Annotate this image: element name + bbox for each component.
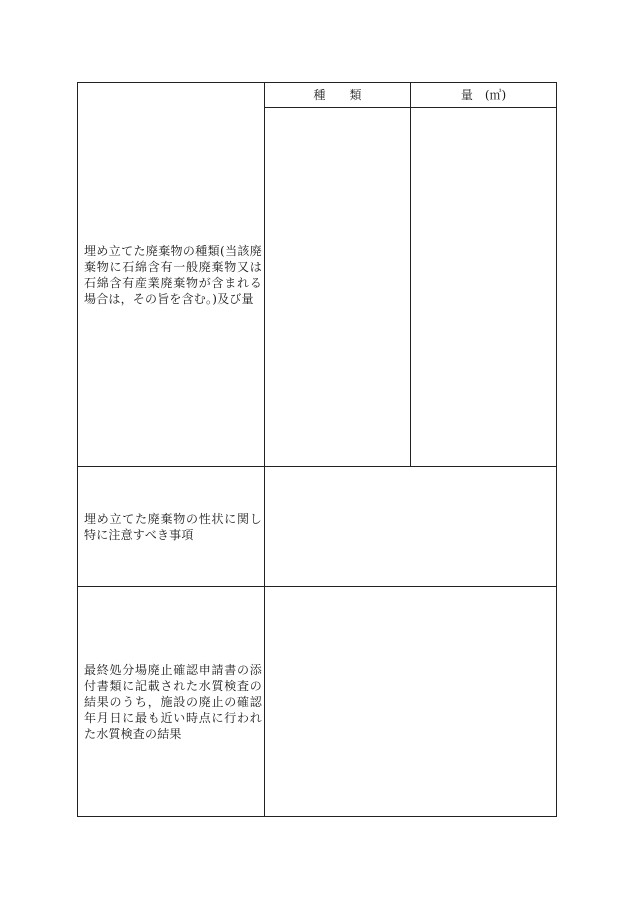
row-label-water-quality-results: 最終処分場廃止確認申請書の添付書類に記載された水質検査の結果のうち，施設の廃止の確認年月日に最も近い時点に行われた水質検査の結果	[84, 663, 262, 741]
water-quality-entry-cell[interactable]	[265, 587, 556, 816]
row-label-waste-properties-notes: 埋め立てた廃棄物の性状に関し特に注意すべき事項	[84, 512, 262, 542]
waste-disposal-form-table	[77, 82, 557, 817]
waste-properties-entry-cell[interactable]	[265, 467, 556, 586]
waste-amount-entry-cell[interactable]	[411, 108, 556, 466]
amount-column-header: 量 (㎥)	[460, 88, 507, 102]
row-label-waste-type-and-amount: 埋め立てた廃棄物の種類(当該廃棄物に石綿含有一般廃棄物又は石綿含有産業廃棄物が含まれる場合は，その旨を含む。)及び量	[84, 244, 262, 306]
type-column-header: 種 類	[313, 88, 362, 102]
waste-type-entry-cell[interactable]	[265, 108, 410, 466]
